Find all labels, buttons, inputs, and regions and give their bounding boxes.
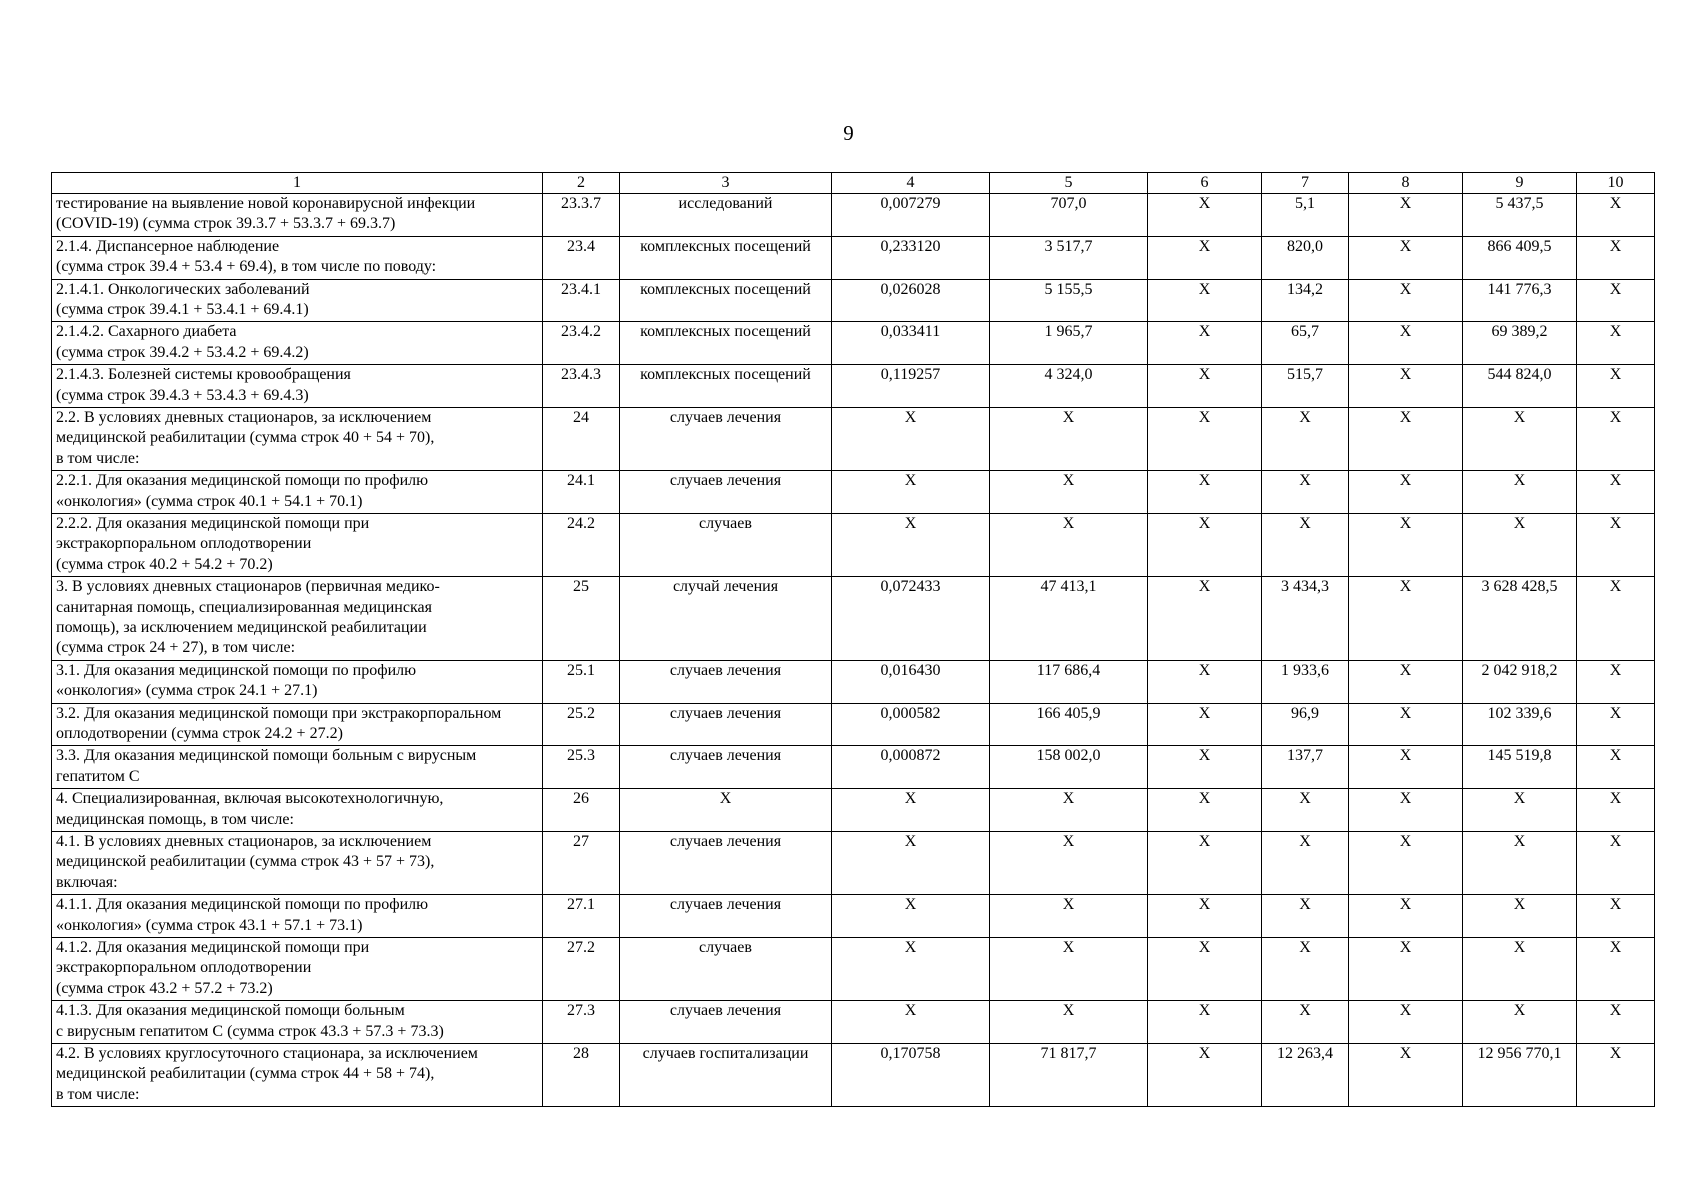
column-9-value: 5 437,5 — [1463, 194, 1577, 237]
column-4-value: X — [832, 407, 990, 470]
column-4-value: X — [832, 789, 990, 832]
column-6-value: X — [1148, 513, 1262, 576]
row-label: 2.1.4.3. Болезней системы кровообращения (сумма строк 39.4.3 + 53.4.3 + 69.4.3) — [52, 365, 543, 408]
column-9-value: 69 389,2 — [1463, 322, 1577, 365]
column-4-value: X — [832, 937, 990, 1000]
column-4-value: 0,170758 — [832, 1043, 990, 1106]
column-5-value: X — [990, 789, 1148, 832]
column-8-value: X — [1349, 831, 1463, 894]
column-5-value: 47 413,1 — [990, 577, 1148, 661]
column-9-value: 544 824,0 — [1463, 365, 1577, 408]
table-row — [52, 660, 1655, 703]
column-8-value: X — [1349, 746, 1463, 789]
column-10-value: X — [1577, 831, 1655, 894]
column-4-value: 0,000872 — [832, 746, 990, 789]
column-4-value: 0,000582 — [832, 703, 990, 746]
column-5-value: 166 405,9 — [990, 703, 1148, 746]
unit: X — [620, 789, 832, 832]
column-6-value: X — [1148, 937, 1262, 1000]
column-9-value: X — [1463, 471, 1577, 514]
column-9-value: X — [1463, 407, 1577, 470]
column-9-value: 3 628 428,5 — [1463, 577, 1577, 661]
column-7-value: 96,9 — [1262, 703, 1349, 746]
column-6-value: X — [1148, 407, 1262, 470]
unit: комплексных посещений — [620, 279, 832, 322]
column-7-value: 515,7 — [1262, 365, 1349, 408]
unit: случаев госпитализации — [620, 1043, 832, 1106]
column-5-value: 707,0 — [990, 194, 1148, 237]
row-label: 4.1. В условиях дневных стационаров, за исключением медицинской реабилитации (сумма строк 43 + 57 + 73), включая: — [52, 831, 543, 894]
column-7-value: 137,7 — [1262, 746, 1349, 789]
column-header: 6 — [1148, 173, 1262, 194]
column-5-value: X — [990, 937, 1148, 1000]
page-number: 9 — [843, 121, 854, 145]
column-5-value: 3 517,7 — [990, 236, 1148, 279]
row-label: 2.2.2. Для оказания медицинской помощи при экстракорпоральном оплодотворении (сумма строк 40.2 + 54.2 + 70.2) — [52, 513, 543, 576]
row-code: 27.2 — [543, 937, 620, 1000]
column-7-value: X — [1262, 789, 1349, 832]
column-7-value: X — [1262, 831, 1349, 894]
column-10-value: X — [1577, 513, 1655, 576]
column-8-value: X — [1349, 660, 1463, 703]
table-row — [52, 279, 1655, 322]
table-row — [52, 1043, 1655, 1106]
column-10-value: X — [1577, 365, 1655, 408]
column-6-value: X — [1148, 279, 1262, 322]
column-8-value: X — [1349, 937, 1463, 1000]
row-label: 2.1.4.2. Сахарного диабета (сумма строк 39.4.2 + 53.4.2 + 69.4.2) — [52, 322, 543, 365]
column-10-value: X — [1577, 236, 1655, 279]
column-6-value: X — [1148, 703, 1262, 746]
unit: комплексных посещений — [620, 322, 832, 365]
table-row — [52, 937, 1655, 1000]
unit: случаев лечения — [620, 895, 832, 938]
row-code: 25.2 — [543, 703, 620, 746]
table-row — [52, 789, 1655, 832]
column-9-value: 12 956 770,1 — [1463, 1043, 1577, 1106]
column-6-value: X — [1148, 789, 1262, 832]
row-code: 26 — [543, 789, 620, 832]
column-10-value: X — [1577, 703, 1655, 746]
column-5-value: X — [990, 407, 1148, 470]
column-10-value: X — [1577, 895, 1655, 938]
column-7-value: X — [1262, 407, 1349, 470]
column-header: 1 — [52, 173, 543, 194]
column-header: 4 — [832, 173, 990, 194]
unit: случаев лечения — [620, 1001, 832, 1044]
row-code: 27.3 — [543, 1001, 620, 1044]
column-4-value: X — [832, 895, 990, 938]
column-7-value: 12 263,4 — [1262, 1043, 1349, 1106]
column-9-value: 145 519,8 — [1463, 746, 1577, 789]
column-5-value: 4 324,0 — [990, 365, 1148, 408]
row-label: 3. В условиях дневных стационаров (первичная медико- санитарная помощь, специализированная медицинская помощь), за исключением медицинской реабилитации (сумма строк 24 + 27), в том числе: — [52, 577, 543, 661]
column-5-value: X — [990, 471, 1148, 514]
row-code: 23.3.7 — [543, 194, 620, 237]
row-code: 28 — [543, 1043, 620, 1106]
unit: случаев лечения — [620, 746, 832, 789]
column-5-value: X — [990, 895, 1148, 938]
column-4-value: X — [832, 1001, 990, 1044]
column-6-value: X — [1148, 1001, 1262, 1044]
row-label: 3.3. Для оказания медицинской помощи больным с вирусным гепатитом С — [52, 746, 543, 789]
column-5-value: 5 155,5 — [990, 279, 1148, 322]
unit: случаев — [620, 513, 832, 576]
row-code: 23.4.2 — [543, 322, 620, 365]
column-4-value: 0,016430 — [832, 660, 990, 703]
table-row — [52, 365, 1655, 408]
column-5-value: X — [990, 831, 1148, 894]
table-row — [52, 322, 1655, 365]
row-code: 23.4.3 — [543, 365, 620, 408]
column-10-value: X — [1577, 1001, 1655, 1044]
column-8-value: X — [1349, 789, 1463, 832]
column-6-value: X — [1148, 895, 1262, 938]
column-7-value: X — [1262, 471, 1349, 514]
column-7-value: X — [1262, 895, 1349, 938]
column-header: 8 — [1349, 173, 1463, 194]
column-8-value: X — [1349, 236, 1463, 279]
column-header: 10 — [1577, 173, 1655, 194]
column-4-value: 0,233120 — [832, 236, 990, 279]
column-4-value: 0,072433 — [832, 577, 990, 661]
row-code: 25.3 — [543, 746, 620, 789]
column-10-value: X — [1577, 1043, 1655, 1106]
row-label: 4.1.1. Для оказания медицинской помощи по профилю «онкология» (сумма строк 43.1 + 57.1 + 73.1) — [52, 895, 543, 938]
column-8-value: X — [1349, 1043, 1463, 1106]
unit: исследований — [620, 194, 832, 237]
row-label: 2.1.4.1. Онкологических заболеваний (сумма строк 39.4.1 + 53.4.1 + 69.4.1) — [52, 279, 543, 322]
unit: случаев — [620, 937, 832, 1000]
unit: случай лечения — [620, 577, 832, 661]
column-9-value: 866 409,5 — [1463, 236, 1577, 279]
row-code: 24.2 — [543, 513, 620, 576]
column-6-value: X — [1148, 194, 1262, 237]
column-8-value: X — [1349, 471, 1463, 514]
column-7-value: 65,7 — [1262, 322, 1349, 365]
row-code: 23.4.1 — [543, 279, 620, 322]
column-4-value: 0,026028 — [832, 279, 990, 322]
row-label: 2.2.1. Для оказания медицинской помощи по профилю «онкология» (сумма строк 40.1 + 54.1 + 70.1) — [52, 471, 543, 514]
column-header: 9 — [1463, 173, 1577, 194]
column-9-value: 102 339,6 — [1463, 703, 1577, 746]
column-7-value: 3 434,3 — [1262, 577, 1349, 661]
column-9-value: X — [1463, 831, 1577, 894]
column-6-value: X — [1148, 471, 1262, 514]
table-row — [52, 471, 1655, 514]
column-10-value: X — [1577, 746, 1655, 789]
column-10-value: X — [1577, 577, 1655, 661]
column-9-value: 141 776,3 — [1463, 279, 1577, 322]
row-code: 27 — [543, 831, 620, 894]
column-header: 2 — [543, 173, 620, 194]
column-5-value: 71 817,7 — [990, 1043, 1148, 1106]
unit: случаев лечения — [620, 831, 832, 894]
column-6-value: X — [1148, 1043, 1262, 1106]
column-8-value: X — [1349, 513, 1463, 576]
row-label: 2.1.4. Диспансерное наблюдение (сумма строк 39.4 + 53.4 + 69.4), в том числе по поводу: — [52, 236, 543, 279]
column-4-value: 0,033411 — [832, 322, 990, 365]
table-row — [52, 895, 1655, 938]
table-body — [52, 173, 1655, 1107]
column-8-value: X — [1349, 194, 1463, 237]
column-header: 5 — [990, 173, 1148, 194]
column-10-value: X — [1577, 279, 1655, 322]
row-label: 4.1.3. Для оказания медицинской помощи больным с вирусным гепатитом С (сумма строк 43.3 + 57.3 + 73.3) — [52, 1001, 543, 1044]
row-label: 4. Специализированная, включая высокотехнологичную, медицинская помощь, в том числе: — [52, 789, 543, 832]
table-row — [52, 746, 1655, 789]
column-10-value: X — [1577, 322, 1655, 365]
column-7-value: 820,0 — [1262, 236, 1349, 279]
column-6-value: X — [1148, 660, 1262, 703]
column-9-value: X — [1463, 513, 1577, 576]
row-code: 27.1 — [543, 895, 620, 938]
column-6-value: X — [1148, 746, 1262, 789]
column-7-value: X — [1262, 513, 1349, 576]
row-label: тестирование на выявление новой коронавирусной инфекции (COVID-19) (сумма строк 39.3.7 + 53.3.7 + 69.3.7) — [52, 194, 543, 237]
column-7-value: X — [1262, 1001, 1349, 1044]
column-8-value: X — [1349, 895, 1463, 938]
row-label: 4.2. В условиях круглосуточного стационара, за исключением медицинской реабилитации (сумма строк 44 + 58 + 74), в том числе: — [52, 1043, 543, 1106]
table-row — [52, 703, 1655, 746]
column-6-value: X — [1148, 236, 1262, 279]
column-6-value: X — [1148, 322, 1262, 365]
column-9-value: X — [1463, 1001, 1577, 1044]
column-7-value: 134,2 — [1262, 279, 1349, 322]
column-8-value: X — [1349, 703, 1463, 746]
column-8-value: X — [1349, 279, 1463, 322]
column-5-value: 158 002,0 — [990, 746, 1148, 789]
column-4-value: X — [832, 513, 990, 576]
column-9-value: X — [1463, 937, 1577, 1000]
table-row — [52, 1001, 1655, 1044]
row-code: 25.1 — [543, 660, 620, 703]
unit: случаев лечения — [620, 407, 832, 470]
column-6-value: X — [1148, 831, 1262, 894]
column-8-value: X — [1349, 577, 1463, 661]
row-code: 25 — [543, 577, 620, 661]
column-5-value: 1 965,7 — [990, 322, 1148, 365]
column-4-value: 0,007279 — [832, 194, 990, 237]
column-header: 3 — [620, 173, 832, 194]
table-row — [52, 236, 1655, 279]
column-10-value: X — [1577, 789, 1655, 832]
column-header: 7 — [1262, 173, 1349, 194]
column-7-value: X — [1262, 937, 1349, 1000]
column-7-value: 5,1 — [1262, 194, 1349, 237]
table-row — [52, 513, 1655, 576]
row-label: 2.2. В условиях дневных стационаров, за исключением медицинской реабилитации (сумма строк 40 + 54 + 70), в том числе: — [52, 407, 543, 470]
column-10-value: X — [1577, 194, 1655, 237]
row-code: 24.1 — [543, 471, 620, 514]
column-5-value: X — [990, 1001, 1148, 1044]
unit: комплексных посещений — [620, 365, 832, 408]
column-9-value: X — [1463, 789, 1577, 832]
column-9-value: 2 042 918,2 — [1463, 660, 1577, 703]
row-code: 23.4 — [543, 236, 620, 279]
unit: случаев лечения — [620, 660, 832, 703]
unit: случаев лечения — [620, 471, 832, 514]
column-8-value: X — [1349, 365, 1463, 408]
table-row — [52, 577, 1655, 661]
column-4-value: X — [832, 831, 990, 894]
column-6-value: X — [1148, 577, 1262, 661]
column-10-value: X — [1577, 407, 1655, 470]
column-7-value: 1 933,6 — [1262, 660, 1349, 703]
column-6-value: X — [1148, 365, 1262, 408]
unit: комплексных посещений — [620, 236, 832, 279]
row-label: 4.1.2. Для оказания медицинской помощи при экстракорпоральном оплодотворении (сумма строк 43.2 + 57.2 + 73.2) — [52, 937, 543, 1000]
column-5-value: X — [990, 513, 1148, 576]
table-header-row — [52, 173, 1655, 194]
column-8-value: X — [1349, 322, 1463, 365]
column-8-value: X — [1349, 407, 1463, 470]
column-9-value: X — [1463, 895, 1577, 938]
column-8-value: X — [1349, 1001, 1463, 1044]
row-code: 24 — [543, 407, 620, 470]
column-10-value: X — [1577, 471, 1655, 514]
column-10-value: X — [1577, 937, 1655, 1000]
row-label: 3.2. Для оказания медицинской помощи при экстракорпоральном оплодотворении (сумма строк 24.2 + 27.2) — [52, 703, 543, 746]
table-row — [52, 407, 1655, 470]
column-10-value: X — [1577, 660, 1655, 703]
column-4-value: 0,119257 — [832, 365, 990, 408]
table-row — [52, 194, 1655, 237]
column-5-value: 117 686,4 — [990, 660, 1148, 703]
column-4-value: X — [832, 471, 990, 514]
unit: случаев лечения — [620, 703, 832, 746]
data-table — [51, 172, 1655, 1107]
row-label: 3.1. Для оказания медицинской помощи по профилю «онкология» (сумма строк 24.1 + 27.1) — [52, 660, 543, 703]
table-row — [52, 831, 1655, 894]
